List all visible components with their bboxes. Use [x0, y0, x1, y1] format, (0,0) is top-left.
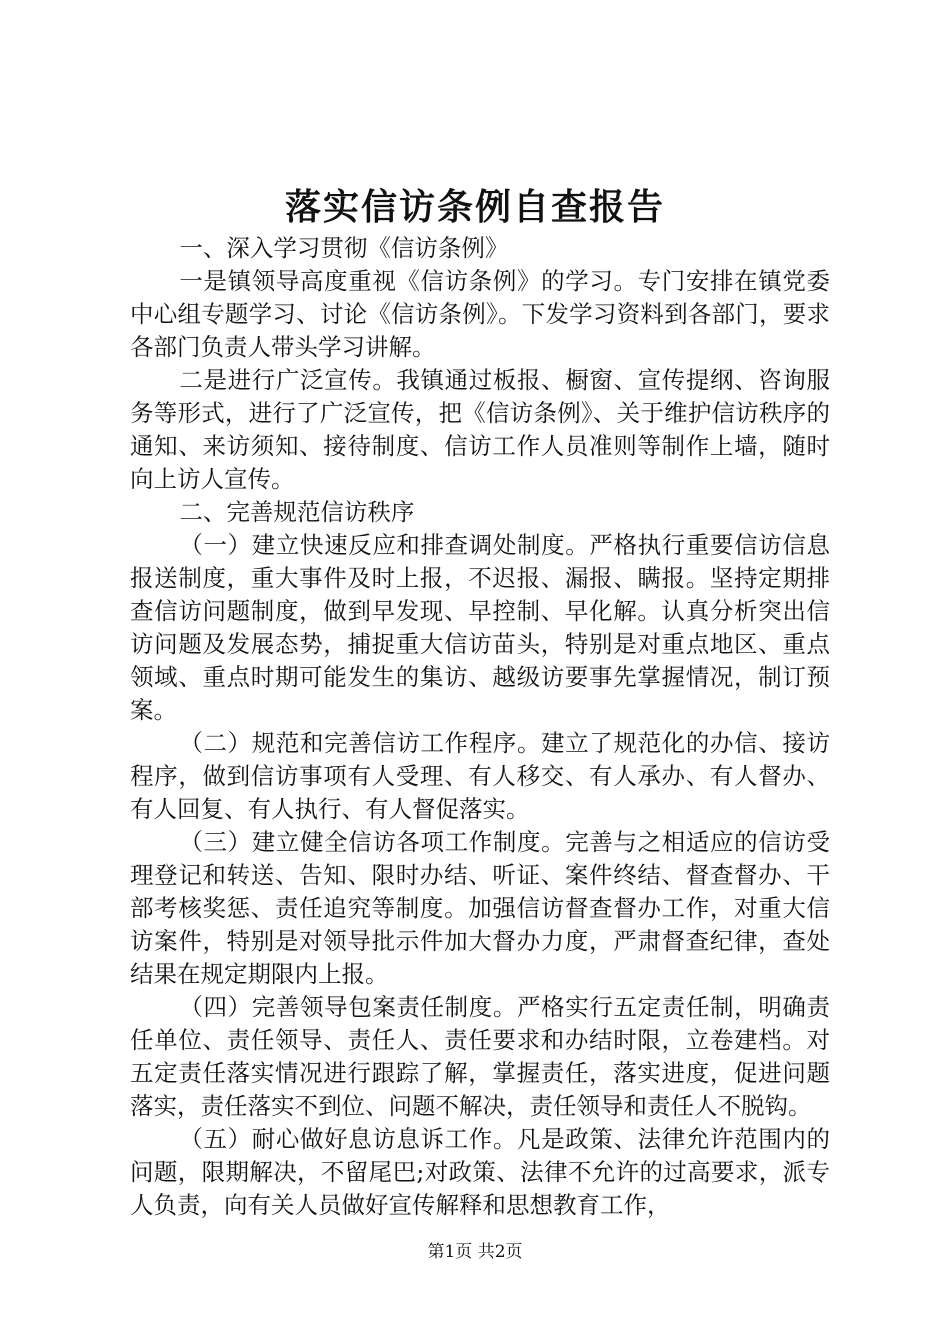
- paragraph: （五）耐心做好息访息诉工作。凡是政策、法律允许范围内的问题，限期解决，不留尾巴;对政策、法律不允许的过高要求，派专人负责，向有关人员做好宣传解释和思想教育工作，: [130, 1125, 830, 1219]
- paragraph: 二是进行广泛宣传。我镇通过板报、橱窗、宣传提纲、咨询服务等形式，进行了广泛宣传，把《信访条例》、关于维护信访秩序的通知、来访须知、接待制度、信访工作人员准则等制作上墙，随时向上访人宣传。: [130, 366, 830, 493]
- page-footer: 第1页 共2页: [427, 1242, 523, 1262]
- section-heading-1: 一、深入学习贯彻《信访条例》: [179, 234, 509, 262]
- paragraph: 一是镇领导高度重视《信访条例》的学习。专门安排在镇党委中心组专题学习、讨论《信访条例》。下发学习资料到各部门，要求各部门负责人带头学习讲解。: [130, 267, 830, 361]
- document-body: [130, 232, 830, 1222]
- section-heading-2: 二、完善规范信访秩序: [179, 498, 415, 526]
- paragraph: （四）完善领导包案责任制度。严格实行五定责任制，明确责任单位、责任领导、责任人、责任要求和办结时限，立卷建档。对五定责任落实情况进行跟踪了解，掌握责任，落实进度，促进问题落实，责任落实不到位、问题不解决，责任领导和责任人不脱钩。: [130, 993, 830, 1120]
- paragraph: （三）建立健全信访各项工作制度。完善与之相适应的信访受理登记和转送、告知、限时办结、听证、案件终结、督查督办、干部考核奖惩、责任追究等制度。加强信访督查督办工作，对重大信访案件，特别是对领导批示件加大督办力度，严肃督查纪律，查处结果在规定期限内上报。: [130, 828, 830, 988]
- document-title: 落实信访条例自查报告: [284, 186, 665, 228]
- paragraph: （二）规范和完善信访工作程序。建立了规范化的办信、接访程序，做到信访事项有人受理、有人移交、有人承办、有人督办、有人回复、有人执行、有人督促落实。: [130, 729, 830, 823]
- paragraph: （一）建立快速反应和排查调处制度。严格执行重要信访信息报送制度，重大事件及时上报，不迟报、漏报、瞒报。坚持定期排查信访问题制度，做到早发现、早控制、早化解。认真分析突出信访问题及发展态势，捕捉重大信访苗头，特别是对重点地区、重点领域、重点时期可能发生的集访、越级访要事先掌握情况，制订预案。: [130, 531, 830, 724]
